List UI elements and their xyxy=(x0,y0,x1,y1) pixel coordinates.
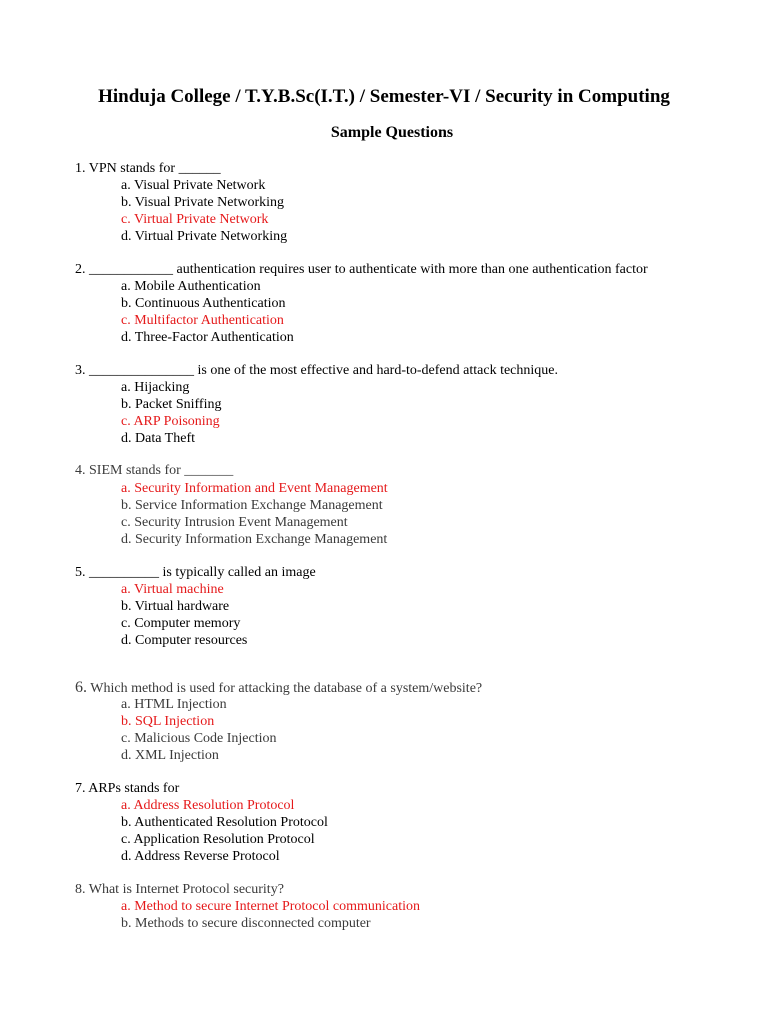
option-3d: d. Data Theft xyxy=(121,431,195,446)
question-1 xyxy=(75,160,221,177)
question-text: ____________ authentication requires user to authenticate with more than one authentication factor xyxy=(89,262,648,277)
question-5 xyxy=(75,564,316,581)
question-number: 1. xyxy=(75,161,86,176)
option-1b: b. Visual Private Networking xyxy=(121,195,284,210)
question-2 xyxy=(75,261,648,278)
option-2d: d. Three-Factor Authentication xyxy=(121,330,294,345)
question-number: 6. xyxy=(75,679,87,696)
question-number: 7. xyxy=(75,781,86,796)
question-number: 5. xyxy=(75,565,86,580)
question-8 xyxy=(75,881,284,898)
question-7 xyxy=(75,780,179,797)
question-text: SIEM stands for _______ xyxy=(89,463,234,478)
option-4d: d. Security Information Exchange Management xyxy=(121,532,388,547)
page-subtitle: Sample Questions xyxy=(330,124,454,141)
question-text: Which method is used for attacking the database of a system/website? xyxy=(90,681,483,696)
option-7b: b. Authenticated Resolution Protocol xyxy=(121,815,328,830)
option-7a-answer: a. Address Resolution Protocol xyxy=(121,798,295,813)
option-2a: a. Mobile Authentication xyxy=(121,279,261,294)
option-8b: b. Methods to secure disconnected computer xyxy=(121,916,371,931)
option-5d: d. Computer resources xyxy=(121,633,248,648)
option-6b-answer: b. SQL Injection xyxy=(121,714,215,729)
question-number: 3. xyxy=(75,363,86,378)
option-6c: c. Malicious Code Injection xyxy=(121,731,277,746)
option-3a: a. Hijacking xyxy=(121,380,190,395)
question-3 xyxy=(75,362,558,379)
option-8a-answer: a. Method to secure Internet Protocol communication xyxy=(121,899,420,914)
option-1c-answer: c. Virtual Private Network xyxy=(121,212,269,227)
question-4 xyxy=(75,462,233,479)
question-text: __________ is typically called an image xyxy=(89,565,316,580)
option-7d: d. Address Reverse Protocol xyxy=(121,849,280,864)
question-number: 2. xyxy=(75,262,86,277)
page-title: Hinduja College / T.Y.B.Sc(I.T.) / Semester-VI / Security in Computing xyxy=(98,86,670,107)
question-text: What is Internet Protocol security? xyxy=(88,882,284,897)
option-4a-answer: a. Security Information and Event Management xyxy=(121,481,388,496)
question-number: 8. xyxy=(75,882,86,897)
option-3c-answer: c. ARP Poisoning xyxy=(121,414,220,429)
question-number: 4. xyxy=(75,463,86,478)
option-3b: b. Packet Sniffing xyxy=(121,397,222,412)
option-6a: a. HTML Injection xyxy=(121,697,227,712)
option-5c: c. Computer memory xyxy=(121,616,241,631)
question-text: _______________ is one of the most effective and hard-to-defend attack technique. xyxy=(89,363,558,378)
option-2c-answer: c. Multifactor Authentication xyxy=(121,313,284,328)
option-1a: a. Visual Private Network xyxy=(121,178,266,193)
option-5a-answer: a. Virtual machine xyxy=(121,582,224,597)
option-2b: b. Continuous Authentication xyxy=(121,296,286,311)
option-5b: b. Virtual hardware xyxy=(121,599,230,614)
question-text: VPN stands for ______ xyxy=(88,161,221,176)
option-7c: c. Application Resolution Protocol xyxy=(121,832,315,847)
option-4b: b. Service Information Exchange Management xyxy=(121,498,383,513)
question-6 xyxy=(75,679,482,697)
question-text: ARPs stands for xyxy=(88,781,180,796)
option-6d: d. XML Injection xyxy=(121,748,219,763)
option-1d: d. Virtual Private Networking xyxy=(121,229,288,244)
option-4c: c. Security Intrusion Event Management xyxy=(121,515,348,530)
